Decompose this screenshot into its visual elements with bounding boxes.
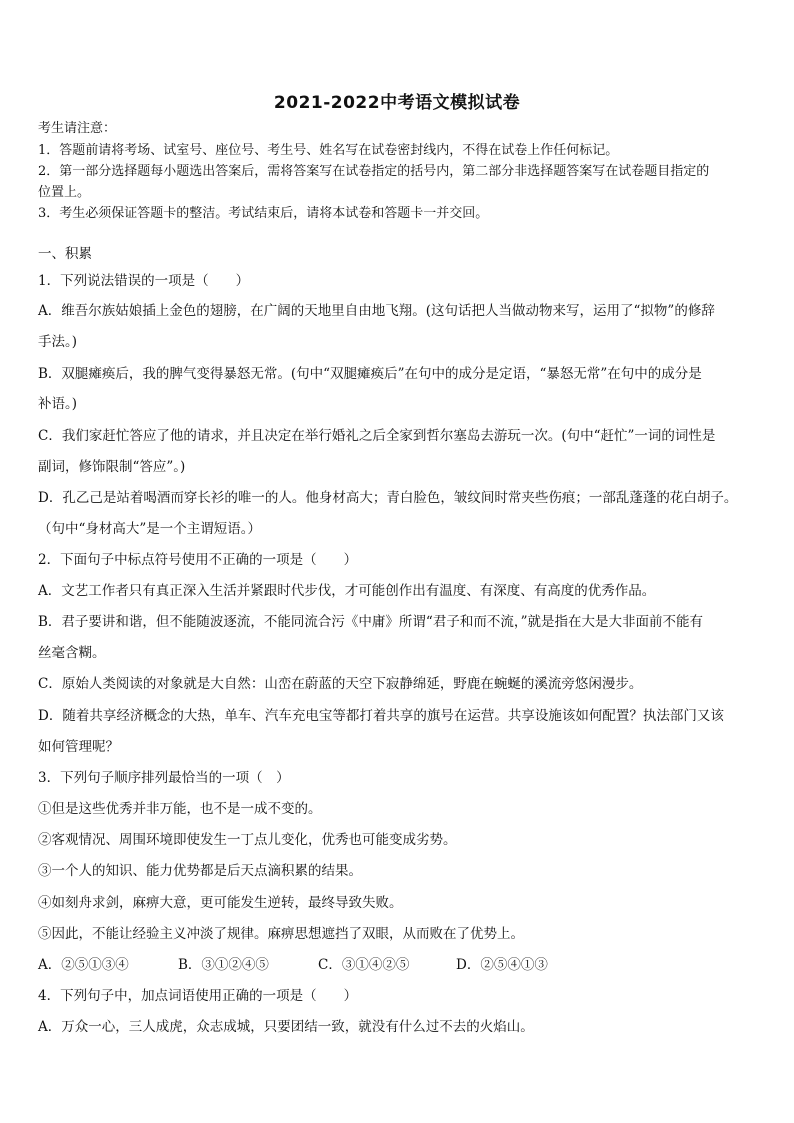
q3-choice-a: A．②⑤①③④ xyxy=(38,957,129,973)
q4-stem: 4．下列句子中，加点词语使用正确的一项是（ ） xyxy=(38,988,358,1004)
q3-sentence-2: ②客观情况、周围环境即使发生一丁点儿变化，优秀也可能变成劣势。 xyxy=(38,832,457,848)
q2-option-b: B．君子要讲和谐，但不能随波逐流，不能同流合污《中庸》所谓“君子和而不流，”就是指在大是大非面前不能有 xyxy=(38,614,703,630)
q1-option-c-cont: 副词，修饰限制“答应”。) xyxy=(38,459,186,475)
q2-stem: 2．下面句子中标点符号使用不正确的一项是（ ） xyxy=(38,552,358,568)
q2-option-d: D．随着共享经济概念的大热，单车、汽车充电宝等都打着共享的旗号在运营。共享设施该如何配置？执法部门又该 xyxy=(38,708,724,724)
q3-choice-b: B．③①②④⑤ xyxy=(178,957,269,973)
q1-option-d: D．孔乙己是站着喝酒而穿长衫的唯一的人。他身材高大；青白脸色，皱纹间时常夹些伤痕；一部乱蓬蓬的花白胡子。 xyxy=(38,490,738,506)
q1-option-c: C．我们家赶忙答应了他的请求，并且决定在举行婚礼之后全家到哲尔塞岛去游玩一次。(句中“赶忙”一词的词性是 xyxy=(38,428,716,444)
q3-sentence-4: ④如刻舟求剑，麻痹大意，更可能发生逆转，最终导致失败。 xyxy=(38,895,403,911)
q1-option-b-cont: 补语。) xyxy=(38,396,78,412)
q3-choice-c: C．③①④②⑤ xyxy=(318,957,410,973)
notice-item-2: 2．第一部分选择题每小题选出答案后，需将答案写在试卷指定的括号内，第二部分非选择题答案写在试卷题目指定的 xyxy=(38,164,710,179)
q3-sentence-3: ③一个人的知识、能力优势都是后天点滴积累的结果。 xyxy=(38,863,362,879)
q2-option-b-cont: 丝毫含糊。 xyxy=(38,645,106,661)
q1-option-a: A．维吾尔族姑娘插上金色的翅膀，在广阔的天地里自由地飞翔。(这句话把人当做动物来写，运用了“拟物”的修辞 xyxy=(38,303,715,319)
q1-option-b: B．双腿瘫痪后，我的脾气变得暴怒无常。(句中“双腿瘫痪后”在句中的成分是定语，“暴怒无常”在句中的成分是 xyxy=(38,366,702,382)
q1-option-d-cont: （句中“身材高大”是一个主谓短语。） xyxy=(38,521,262,537)
q2-option-a: A．文艺工作者只有真正深入生活并紧跟时代步伐，才可能创作出有温度、有深度、有高度的优秀作品。 xyxy=(38,583,656,599)
notice-item-1: 1．答题前请将考场、试室号、座位号、考生号、姓名写在试卷密封线内，不得在试卷上作任何标记。 xyxy=(38,143,619,158)
q3-choice-d: D．②⑤④①③ xyxy=(456,957,548,973)
q2-option-d-cont: 如何管理呢？ xyxy=(38,739,119,755)
q3-sentence-1: ①但是这些优秀并非万能，也不是一成不变的。 xyxy=(38,801,322,817)
notice-item-2-cont: 位置上。 xyxy=(38,185,91,200)
page-title: 2021-2022中考语文模拟试卷 xyxy=(273,93,521,113)
q3-sentence-5: ⑤因此，不能让经验主义冲淡了规律。麻痹思想遮挡了双眼，从而败在了优势上。 xyxy=(38,926,524,942)
notice-heading: 考生请注意： xyxy=(38,121,117,136)
notice-item-3: 3．考生必须保证答题卡的整洁。考试结束后，请将本试卷和答题卡一并交回。 xyxy=(38,206,489,221)
q4-option-a: A．万众一心，三人成虎，众志成城，只要团结一致，就没有什么过不去的火焰山。 xyxy=(38,1019,534,1035)
q3-choices xyxy=(38,957,548,973)
q1-option-a-cont: 手法。) xyxy=(38,334,78,350)
q1-stem: 1．下列说法错误的一项是（ ） xyxy=(38,273,250,289)
q2-option-c: C．原始人类阅读的对象就是大自然：山峦在蔚蓝的天空下寂静绵延，野鹿在蜿蜒的溪流旁悠闲漫步。 xyxy=(38,676,643,692)
section-heading: 一、积累 xyxy=(38,246,92,262)
q3-stem: 3．下列句子顺序排列最恰当的一项（ ） xyxy=(38,770,290,786)
